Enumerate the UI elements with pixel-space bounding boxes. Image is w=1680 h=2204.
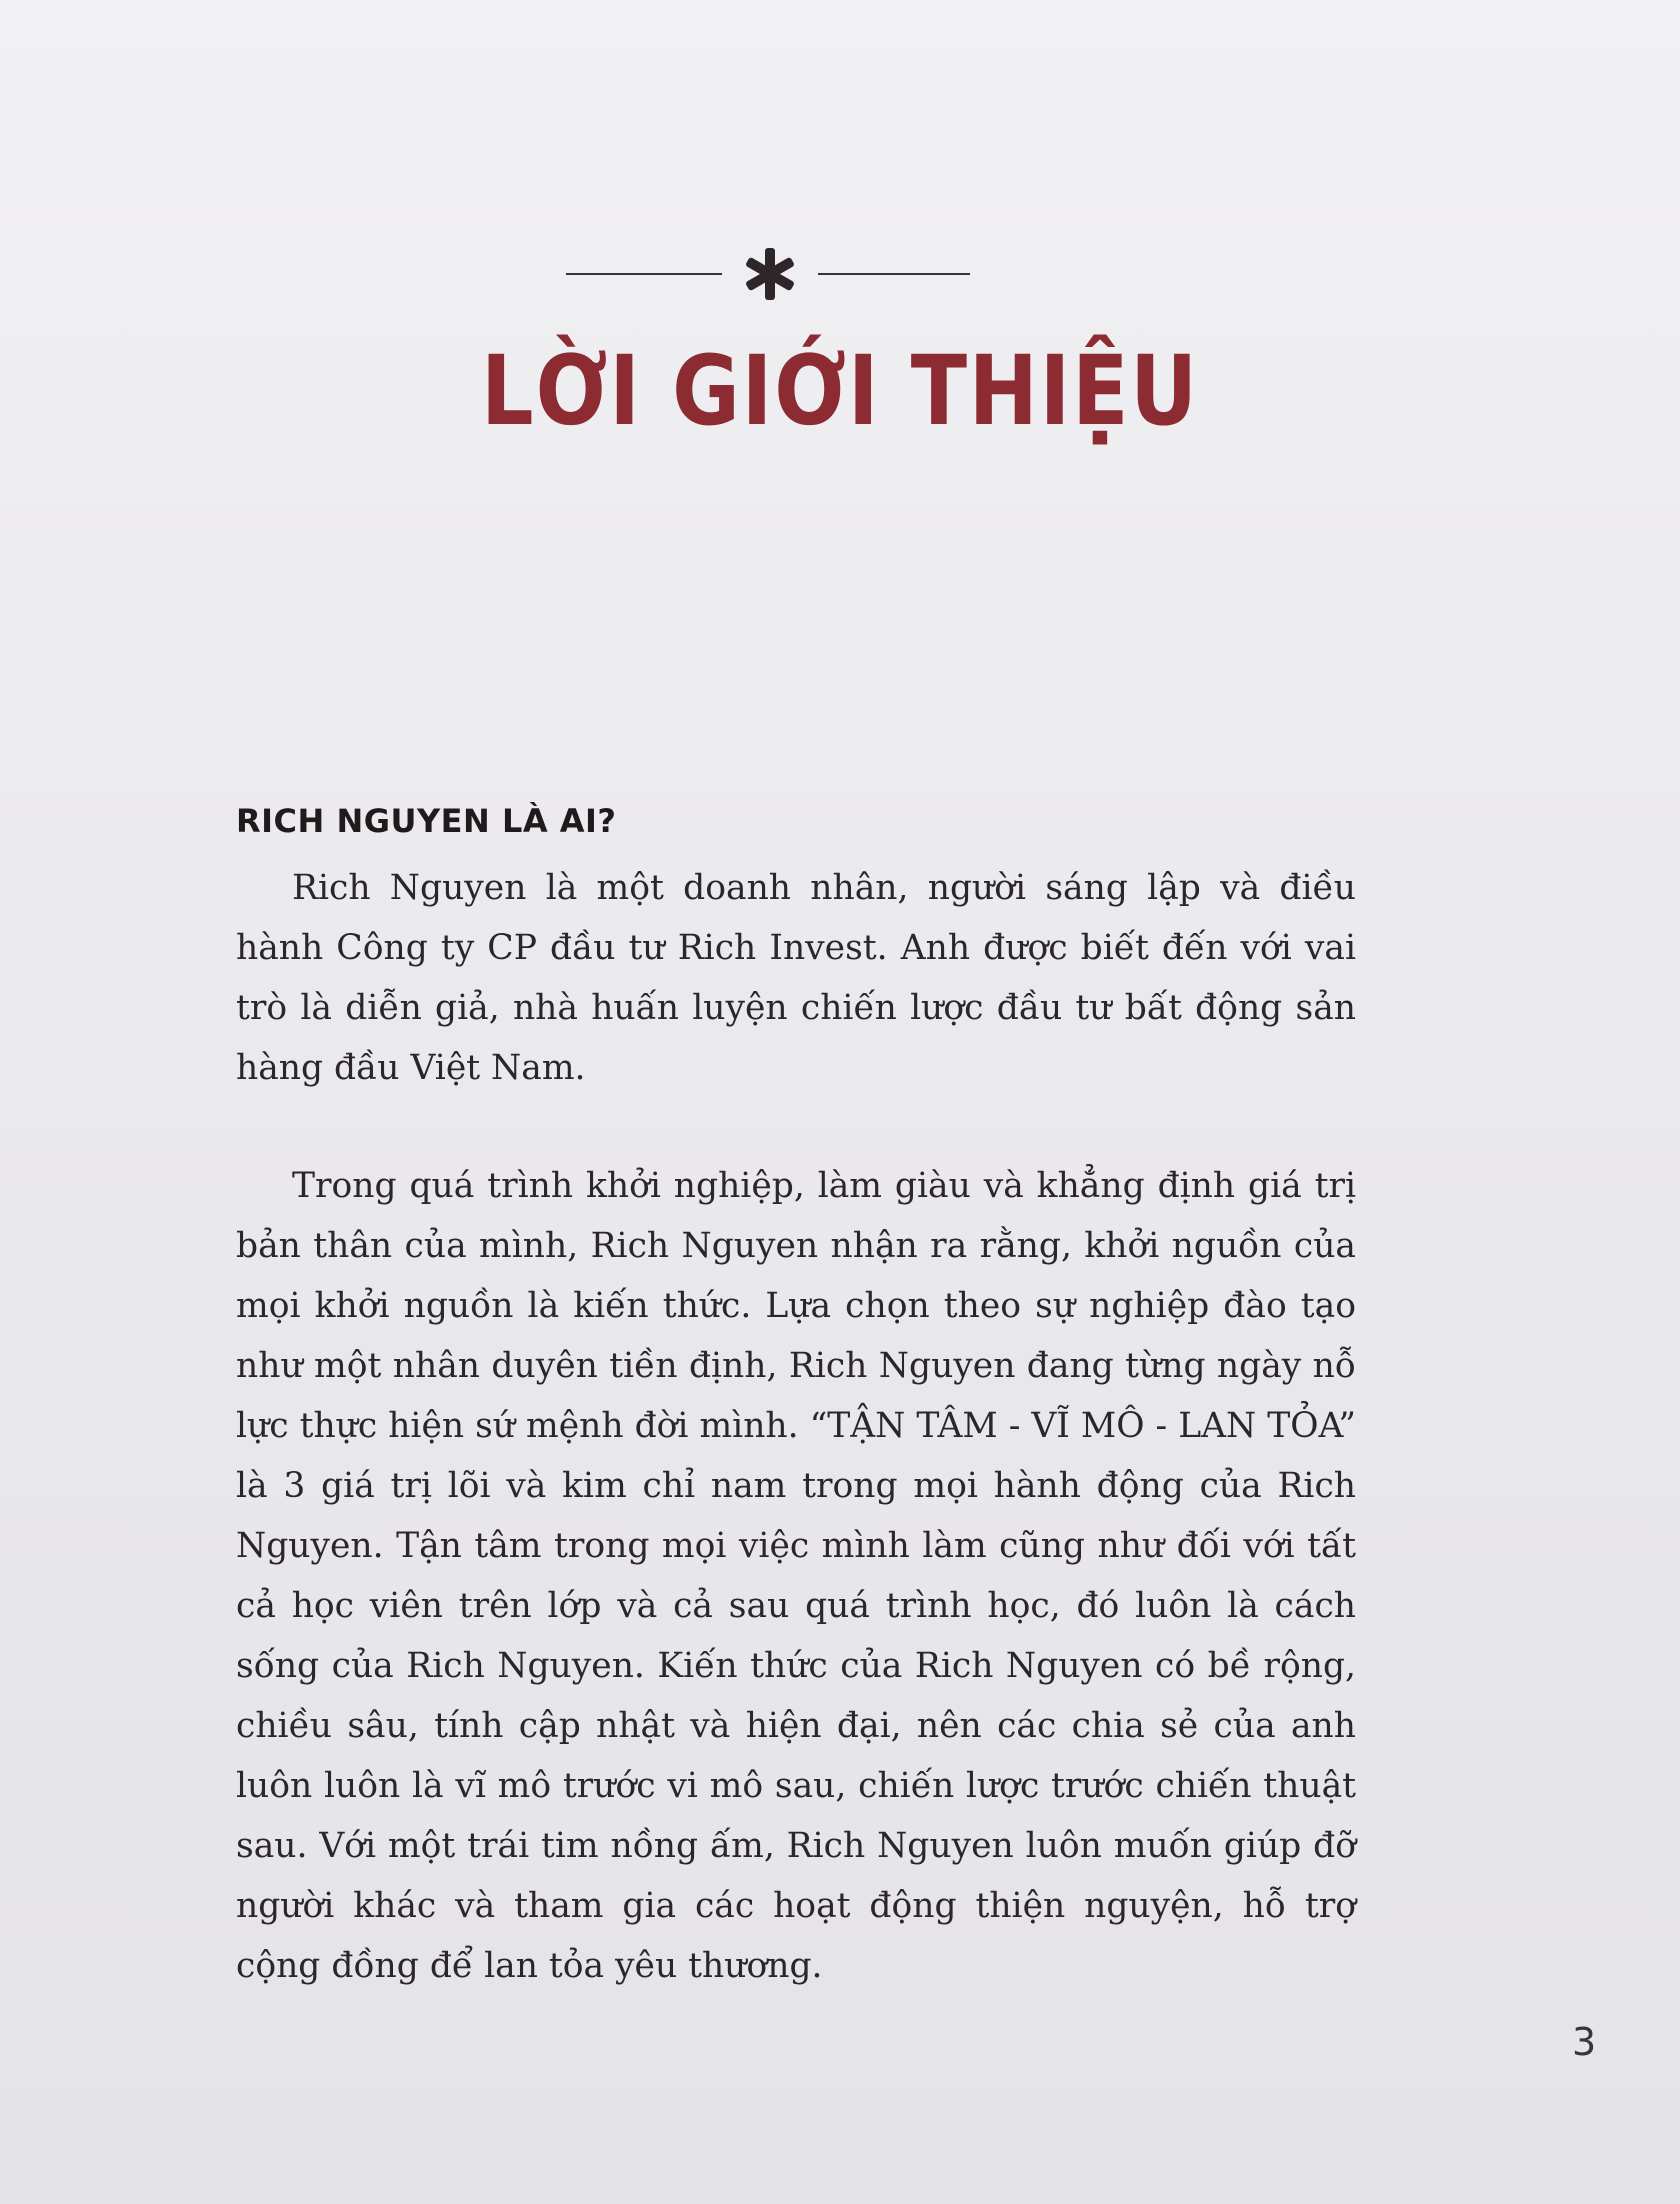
section-heading: RICH NGUYEN LÀ AI?	[236, 802, 617, 840]
asterisk-ornament-icon	[742, 246, 798, 302]
chapter-title: LỜI GIỚI THIỆU	[481, 335, 1199, 447]
paragraph-1: Rich Nguyen là một doanh nhân, người sáng lập và điều hành Công ty CP đầu tư Rich Invest. Anh được biết đến với vai trò là diễn giả, nhà huấn luyện chiến lược đầu tư bất động sản hàng đầu Việt Nam.	[236, 868, 1356, 1088]
paragraph-2: Trong quá trình khởi nghiệp, làm giàu và khẳng định giá trị bản thân của mình, Rich Nguyen nhận ra rằng, khởi nguồn của mọi khởi nguồn là kiến thức. Lựa chọn theo sự nghiệp đào tạo như một nhân duyên tiền định, Rich Nguyen đang từng ngày nỗ lực thực hiện sứ mệnh đời mình. “TẬN TÂM - VĨ MÔ - LAN TỎA” là 3 giá trị lõi và kim chỉ nam trong mọi hành động của Rich Nguyen. Tận tâm trong mọi việc mình làm cũng như đối với tất cả học viên trên lớp và cả sau quá trình học, đó luôn là cách sống của Rich Nguyen. Kiến thức của Rich Nguyen có bề rộng, chiều sâu, tính cập nhật và hiện đại, nên các chia sẻ của anh luôn luôn là vĩ mô trước vi mô sau, chiến lược trước chiến thuật sau. Với một trái tim nồng ấm, Rich Nguyen luôn muốn giúp đỡ người khác và tham gia các hoạt động thiện nguyện, hỗ trợ cộng đồng để lan tỏa yêu thương.	[236, 1166, 1356, 1986]
ornament-line-right	[818, 273, 970, 275]
ornament-line-left	[566, 273, 722, 275]
page-number: 3	[1572, 2020, 1597, 2064]
